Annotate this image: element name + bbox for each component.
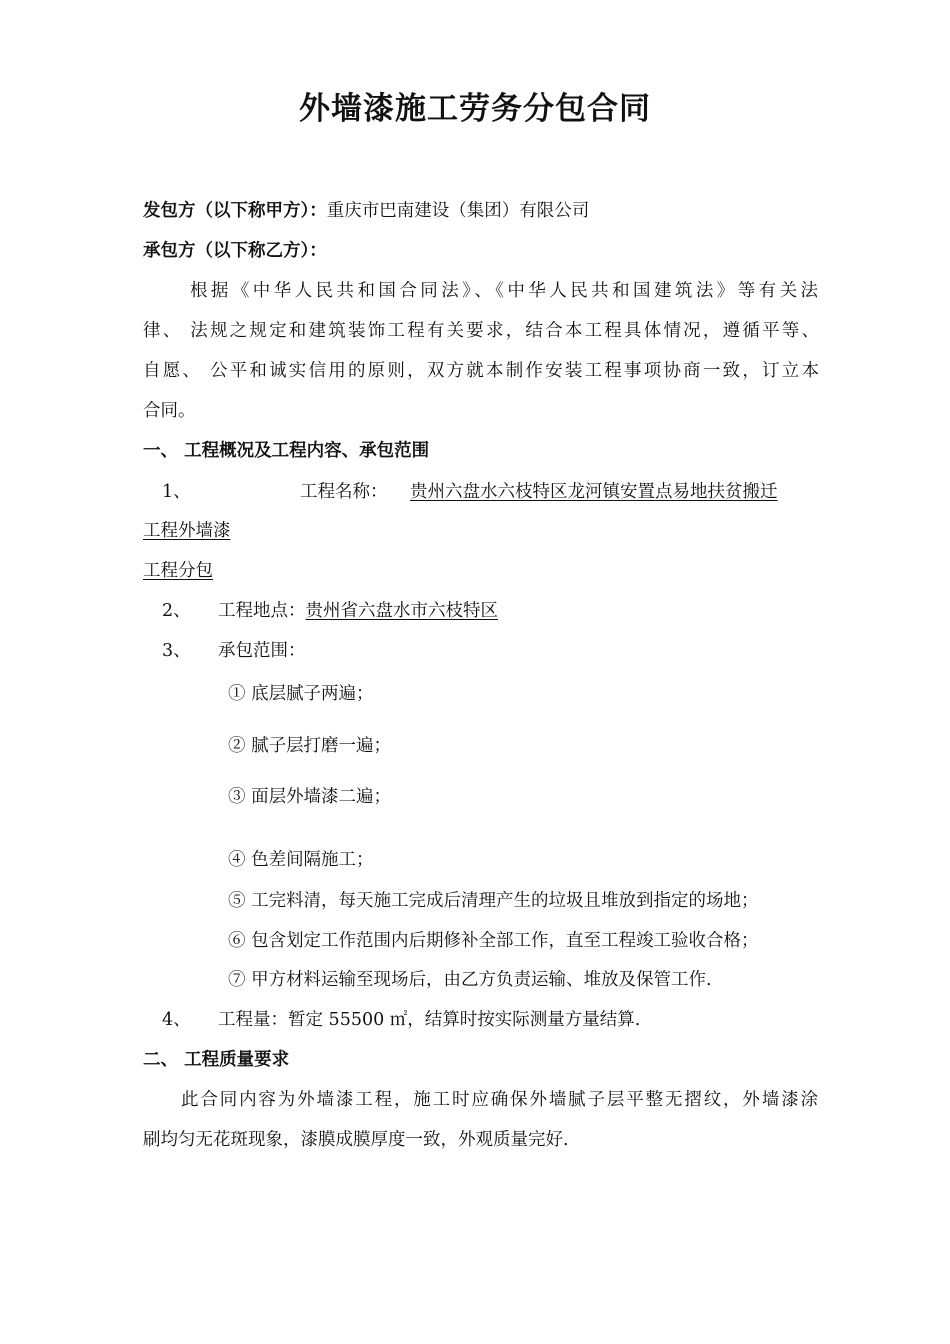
section-2-heading: 二、 工程质量要求 xyxy=(143,1050,290,1070)
preamble-line-2: 律、 法规之规定和建筑装饰工程有关要求，结合本工程具体情况，遵循平等、 xyxy=(143,321,819,341)
item-3-number: 3、 xyxy=(162,641,191,661)
preamble-line-1: 根据《中华人民共和国合同法》、《中华人民共和国建筑法》等有关法 xyxy=(190,281,818,301)
document-title: 外墙漆施工劳务分包合同 xyxy=(299,91,651,127)
scope-item: ⑤ 工完料清，每天施工完成后清理产生的垃圾且堆放到指定的场地； xyxy=(228,891,759,911)
item-2-line xyxy=(218,599,498,623)
item-4-number: 4、 xyxy=(162,1010,191,1030)
scope-item: ⑦ 甲方材料运输至现场后，由乙方负责运输、堆放及保管工作. xyxy=(228,970,712,990)
item-1-number: 1、 xyxy=(162,482,191,502)
project-name-line-1: 贵州六盘水六枝特区龙河镇安置点易地扶贫搬迁 xyxy=(410,482,778,502)
scope-item: ② 腻子层打磨一遍； xyxy=(228,736,392,756)
project-name-line-2: 工程外墙漆 xyxy=(143,521,231,541)
item-2-label: 工程地点： xyxy=(218,601,306,621)
item-1-label: 工程名称： xyxy=(300,482,388,502)
party-a-line xyxy=(143,199,589,223)
party-a-value: 重庆市巴南建设（集团）有限公司 xyxy=(326,201,590,221)
scope-item: ⑥ 包含划定工作范围内后期修补全部工作，直至工程竣工验收合格； xyxy=(228,931,759,951)
preamble-line-3: 自愿、 公平和诚实信用的原则，双方就本制作安装工程事项协商一致，订立本 xyxy=(143,361,819,381)
scope-item: ④ 色差间隔施工； xyxy=(228,850,374,870)
party-a-label: 发包方（以下称甲方）： xyxy=(143,201,327,221)
quality-paragraph-line-1: 此合同内容为外墙漆工程，施工时应确保外墙腻子层平整无摺纹，外墙漆涂 xyxy=(181,1090,818,1110)
item-3-label: 承包范围： xyxy=(218,641,306,661)
preamble-line-4: 合同。 xyxy=(143,401,196,421)
quality-paragraph-line-2: 刷均匀无花斑现象，漆膜成膜厚度一致，外观质量完好. xyxy=(143,1130,569,1150)
project-name-line-3: 工程分包 xyxy=(143,561,213,581)
scope-item: ① 底层腻子两遍； xyxy=(228,684,374,704)
party-b-label: 承包方（以下称乙方）： xyxy=(143,241,327,261)
item-4-text: 工程量：暂定 55500 ㎡，结算时按实际测量方量结算. xyxy=(218,1010,641,1030)
section-1-heading: 一、 工程概况及工程内容、承包范围 xyxy=(143,441,430,461)
project-location: 贵州省六盘水市六枝特区 xyxy=(305,601,498,621)
item-2-number: 2、 xyxy=(162,601,191,621)
scope-item: ③ 面层外墙漆二遍； xyxy=(228,787,392,807)
